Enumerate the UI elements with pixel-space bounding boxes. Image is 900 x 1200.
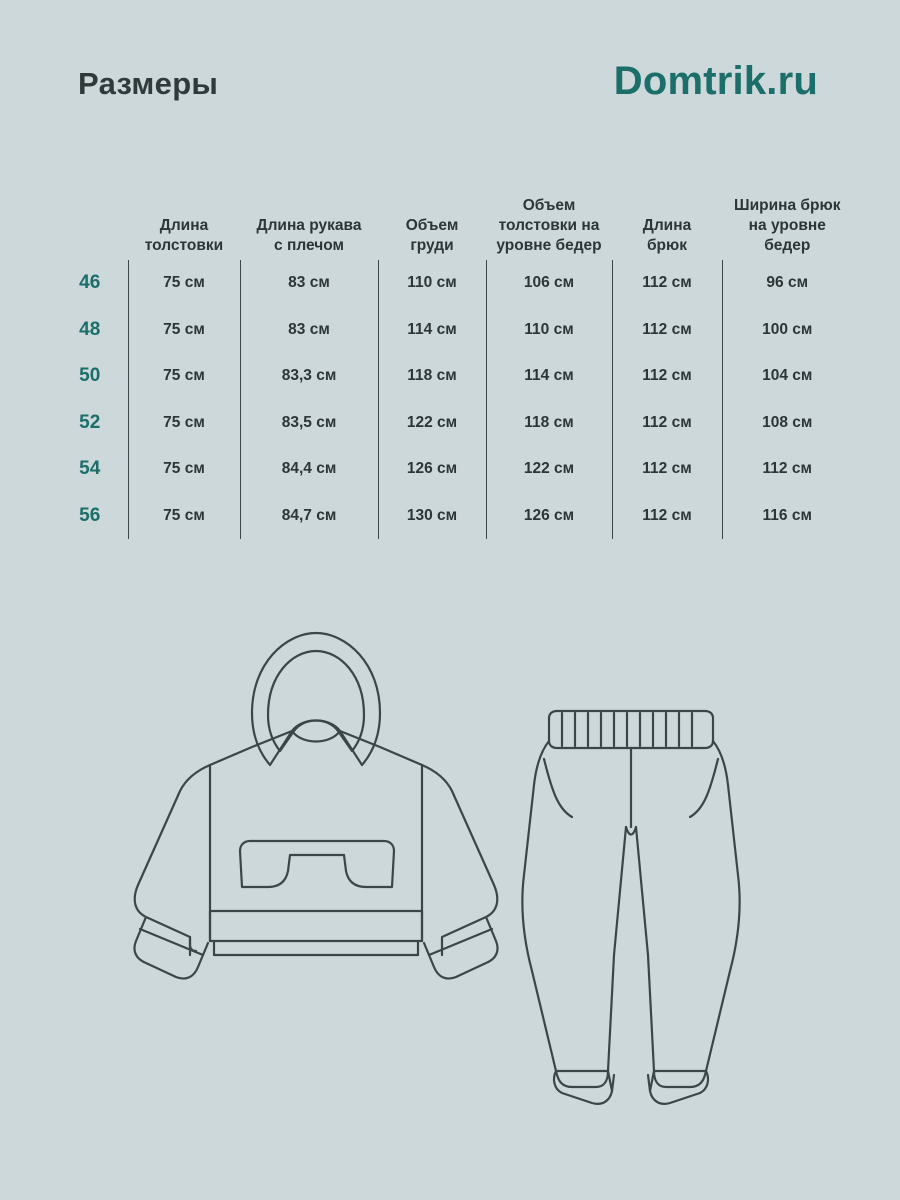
page-title: Размеры — [78, 66, 219, 101]
cell-hoodie-length: 75 см — [128, 260, 240, 307]
column-header-line: толстовки на — [498, 216, 600, 234]
column-header-line: Ширина брюк — [734, 196, 841, 214]
column-header-hoodie-length — [128, 168, 240, 260]
table-header-row — [52, 168, 852, 260]
cell-pants-length: 112 см — [612, 307, 722, 354]
product-illustration — [0, 555, 900, 1185]
cell-hoodie-hips: 118 см — [486, 400, 612, 447]
column-header-pants-hips-width — [722, 168, 852, 260]
cell-size: 54 — [79, 458, 101, 480]
cell-pants-hips-width: 112 см — [722, 446, 852, 493]
cell-pants-length: 112 см — [612, 400, 722, 447]
column-header-line: груди — [410, 236, 454, 254]
column-header-line: бедер — [764, 236, 811, 254]
column-header-line: брюк — [646, 236, 688, 254]
column-header-line: толстовки — [144, 236, 224, 254]
cell-pants-hips-width: 108 см — [722, 400, 852, 447]
column-header-line: Длина рукава — [256, 216, 362, 234]
cell-pants-hips-width: 96 см — [722, 260, 852, 307]
cell-pants-length: 112 см — [612, 446, 722, 493]
cell-chest: 126 см — [378, 446, 486, 493]
cell-hoodie-hips: 106 см — [486, 260, 612, 307]
cell-sleeve-length: 83,5 см — [240, 400, 378, 447]
cell-pants-length: 112 см — [612, 353, 722, 400]
column-header-line: на уровне — [748, 216, 826, 234]
size-table — [52, 168, 852, 539]
cell-chest: 118 см — [378, 353, 486, 400]
table-row — [52, 353, 852, 400]
cell-chest: 114 см — [378, 307, 486, 354]
cell-hoodie-length: 75 см — [128, 307, 240, 354]
cell-hoodie-length: 75 см — [128, 400, 240, 447]
cell-hoodie-hips: 110 см — [486, 307, 612, 354]
pants-illustration — [522, 711, 739, 1104]
cell-hoodie-hips: 122 см — [486, 446, 612, 493]
cell-pants-hips-width: 116 см — [722, 493, 852, 540]
column-header-line: Длина — [159, 216, 209, 234]
cell-pants-hips-width: 100 см — [722, 307, 852, 354]
cell-chest: 122 см — [378, 400, 486, 447]
cell-pants-hips-width: 104 см — [722, 353, 852, 400]
size-table-container — [52, 168, 852, 539]
hoodie-illustration — [134, 633, 497, 979]
table-row — [52, 446, 852, 493]
page-header — [0, 0, 900, 150]
cell-hoodie-hips: 114 см — [486, 353, 612, 400]
cell-pants-length: 112 см — [612, 493, 722, 540]
column-header-size — [52, 168, 128, 260]
column-header-pants-length — [612, 168, 722, 260]
cell-chest: 130 см — [378, 493, 486, 540]
cell-sleeve-length: 83,3 см — [240, 353, 378, 400]
size-table-body — [52, 260, 852, 539]
size-table-head — [52, 168, 852, 260]
column-header-hoodie-hips — [486, 168, 612, 260]
cell-sleeve-length: 84,4 см — [240, 446, 378, 493]
brand-logo: Domtrik.ru — [613, 59, 818, 103]
column-header-line: уровне бедер — [496, 236, 602, 254]
table-row — [52, 307, 852, 354]
table-row — [52, 400, 852, 447]
cell-chest: 110 см — [378, 260, 486, 307]
column-header-line: Длина — [642, 216, 692, 234]
cell-hoodie-hips: 126 см — [486, 493, 612, 540]
illustration-svg — [0, 555, 900, 1185]
column-header-line: Объем — [522, 196, 576, 214]
cell-size: 48 — [79, 318, 101, 340]
cell-hoodie-length: 75 см — [128, 493, 240, 540]
cell-size: 46 — [79, 272, 101, 294]
cell-size: 52 — [79, 411, 101, 433]
column-header-sleeve-length — [240, 168, 378, 260]
cell-hoodie-length: 75 см — [128, 353, 240, 400]
column-header-line: Объем — [405, 216, 459, 234]
column-header-line: с плечом — [274, 236, 344, 254]
table-row — [52, 493, 852, 540]
column-header-chest — [378, 168, 486, 260]
table-row — [52, 260, 852, 307]
cell-size: 56 — [79, 504, 101, 526]
cell-sleeve-length: 83 см — [240, 260, 378, 307]
cell-sleeve-length: 84,7 см — [240, 493, 378, 540]
cell-pants-length: 112 см — [612, 260, 722, 307]
cell-sleeve-length: 83 см — [240, 307, 378, 354]
cell-size: 50 — [79, 365, 101, 387]
cell-hoodie-length: 75 см — [128, 446, 240, 493]
